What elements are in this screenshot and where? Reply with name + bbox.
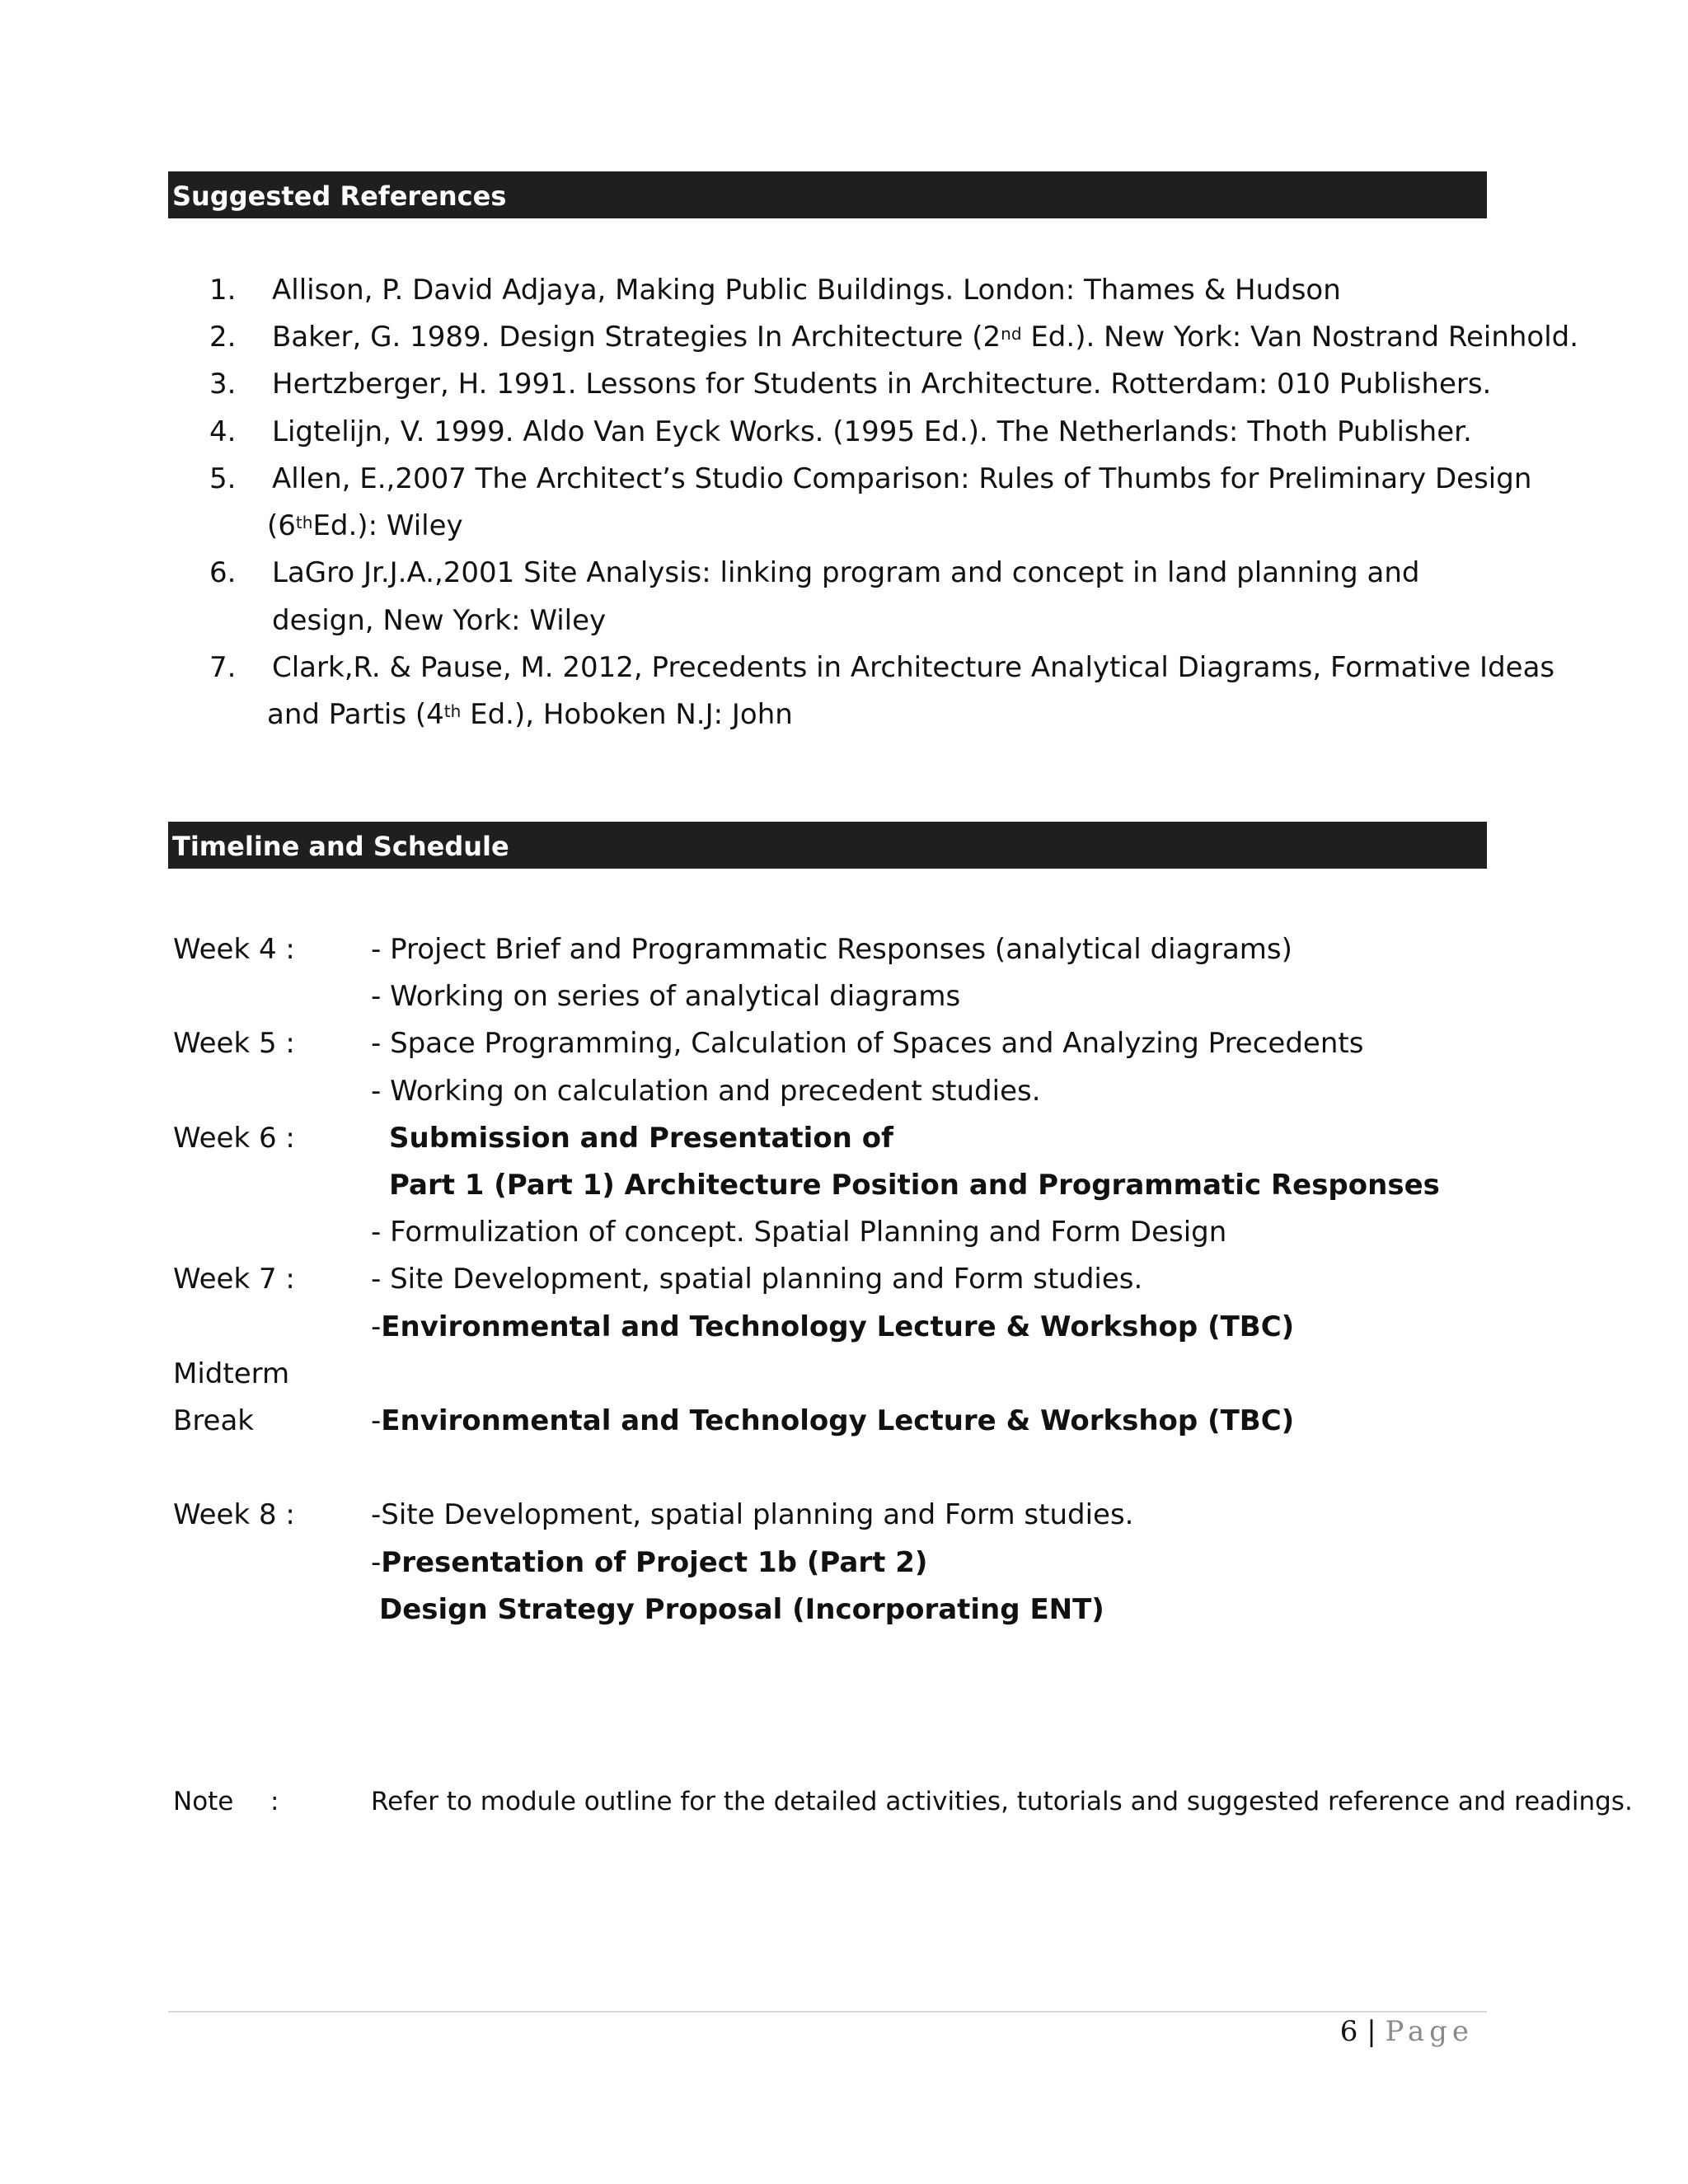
schedule-text: - Working on calculation and precedent studies.: [371, 1075, 1041, 1108]
list-item-text-part: Ed.): Wiley: [312, 509, 463, 542]
schedule-dash: -: [371, 1404, 382, 1437]
list-item-text: [267, 508, 463, 544]
list-item-number: 1.: [209, 274, 237, 307]
list-item-text: [267, 696, 793, 733]
superscript: th: [443, 701, 462, 721]
schedule-text-bold: Design Strategy Proposal (Incorporating ENT): [379, 1593, 1104, 1626]
list-item-text: Hertzberger, H. 1991. Lessons for Students in Architecture. Rotterdam: 010 Publishers.: [272, 368, 1492, 401]
section-header-references: Suggested References: [168, 171, 1487, 218]
list-item-text-part: (6: [267, 509, 296, 542]
list-item-text: [272, 319, 1578, 355]
schedule-text: - Site Development, spatial planning and Form studies.: [371, 1263, 1143, 1296]
page-separator: |: [1367, 2015, 1376, 2048]
list-item-number: 5.: [209, 462, 237, 495]
schedule-text: [371, 1309, 1294, 1345]
note-text: Refer to module outline for the detailed activities, tutorials and suggested reference and readings.: [371, 1787, 1633, 1816]
list-item-text: LaGro Jr.J.A.,2001 Site Analysis: linking program and concept in land planning and: [272, 556, 1420, 589]
list-item-text-part: Baker, G. 1989. Design Strategies In Architecture (2: [272, 321, 1001, 354]
schedule-dash: -: [371, 1310, 382, 1343]
section-header-schedule: Timeline and Schedule: [168, 822, 1487, 869]
list-item-number: 2.: [209, 321, 237, 354]
list-item-text-part: and Partis (4: [267, 698, 444, 731]
superscript: nd: [1001, 324, 1022, 344]
schedule-text: - Working on series of analytical diagrams: [371, 980, 961, 1013]
page-word: Page: [1385, 2015, 1474, 2048]
schedule-text: [371, 1544, 927, 1581]
schedule-text: - Space Programming, Calculation of Spaces and Analyzing Precedents: [371, 1027, 1364, 1060]
list-item-text: Clark,R. & Pause, M. 2012, Precedents in Architecture Analytical Diagrams, Formative Ideas: [272, 651, 1555, 684]
list-item-text-part: Ed.), Hoboken N.J: John: [461, 698, 793, 731]
note-label: Note: [173, 1787, 234, 1816]
schedule-week-label: Midterm: [173, 1357, 290, 1390]
schedule-week-label: Break: [173, 1404, 254, 1437]
schedule-text: - Project Brief and Programmatic Responses (analytical diagrams): [371, 933, 1292, 966]
note-row: [0, 1783, 1688, 1820]
schedule-text: - Formulization of concept. Spatial Planning and Form Design: [371, 1216, 1227, 1249]
list-item-number: 3.: [209, 368, 237, 401]
schedule-week-label: Week 6 :: [173, 1122, 295, 1155]
schedule-text-bold: Presentation of Project 1b (Part 2): [381, 1546, 928, 1579]
list-item-text: Ligtelijn, V. 1999. Aldo Van Eyck Works. (1995 Ed.). The Netherlands: Thoth Publisher.: [272, 415, 1472, 448]
schedule-text-bold: Submission and Presentation of: [389, 1122, 893, 1155]
list-item-text-part: Ed.). New York: Van Nostrand Reinhold.: [1021, 321, 1579, 354]
note-colon: :: [270, 1787, 279, 1816]
schedule-week-label: Week 4 :: [173, 933, 295, 966]
schedule-text-bold: Part 1 (Part 1) Architecture Position and Programmatic Responses: [389, 1169, 1440, 1202]
page-footer: [1340, 2015, 1474, 2048]
schedule-text: -Site Development, spatial planning and Form studies.: [371, 1498, 1134, 1531]
list-item-text: design, New York: Wiley: [272, 604, 607, 637]
list-item-number: 7.: [209, 651, 237, 684]
schedule-week-label: Week 7 :: [173, 1263, 295, 1296]
schedule-dash: -: [371, 1546, 382, 1579]
list-item-text: Allen, E.,2007 The Architect’s Studio Comparison: Rules of Thumbs for Preliminary Design: [272, 462, 1532, 495]
schedule-text-bold: Environmental and Technology Lecture & Workshop (TBC): [381, 1310, 1295, 1343]
list-item-number: 6.: [209, 556, 237, 589]
schedule-week-label: Week 8 :: [173, 1498, 295, 1531]
footer-divider: [168, 2011, 1487, 2013]
superscript: th: [295, 513, 313, 532]
list-item-text: Allison, P. David Adjaya, Making Public Buildings. London: Thames & Hudson: [272, 274, 1341, 307]
schedule-week-label: Week 5 :: [173, 1027, 295, 1060]
schedule-text-bold: Environmental and Technology Lecture & Workshop (TBC): [381, 1404, 1295, 1437]
list-item-number: 4.: [209, 415, 237, 448]
schedule-text: [371, 1403, 1294, 1439]
page-number: 6: [1339, 2015, 1358, 2048]
